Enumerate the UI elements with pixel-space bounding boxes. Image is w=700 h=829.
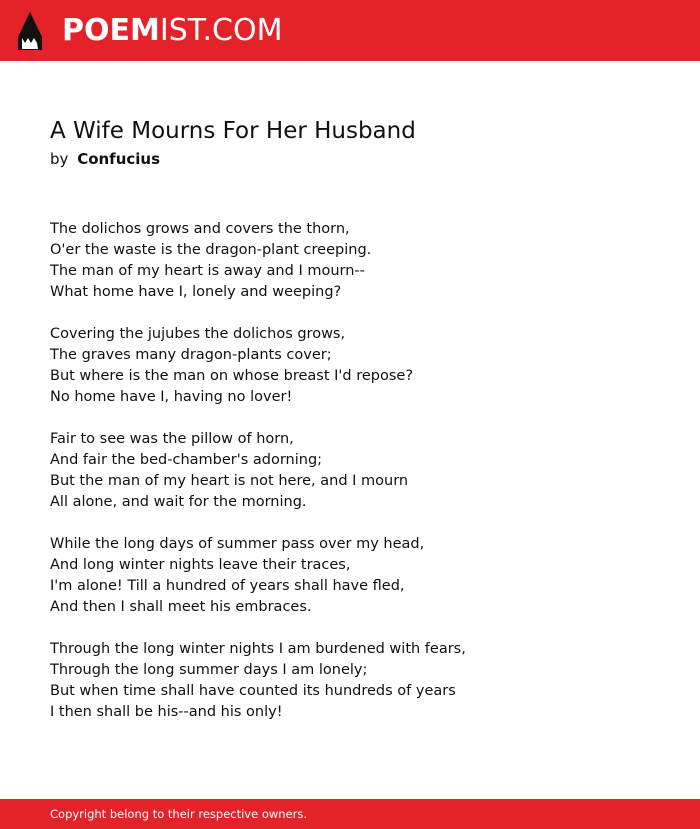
poem-line: While the long days of summer pass over my head, [50, 536, 425, 552]
poem-line: No home have I, having no lover! [50, 389, 293, 405]
logo-wordmark [62, 12, 282, 50]
pencil-icon [16, 11, 44, 51]
site-footer [0, 799, 700, 829]
poem-line: The graves many dragon-plants cover; [50, 347, 332, 363]
by-label: by [50, 150, 69, 168]
poem-body [50, 219, 670, 744]
poem-line: What home have I, lonely and weeping? [50, 284, 342, 300]
stanza [50, 639, 670, 723]
stanza [50, 324, 670, 408]
poem-line: And then I shall meet his embraces. [50, 599, 312, 615]
poem-line: Covering the jujubes the dolichos grows, [50, 326, 346, 342]
poem-line: Through the long summer days I am lonely; [50, 662, 368, 678]
poem-line: Fair to see was the pillow of horn, [50, 431, 294, 447]
poem-line: Through the long winter nights I am burdened with fears, [50, 641, 466, 657]
poem-line: But where is the man on whose breast I'd repose? [50, 368, 414, 384]
poem-line: All alone, and wait for the morning. [50, 494, 307, 510]
poem-line: But when time shall have counted its hundreds of years [50, 683, 456, 699]
poem-line: And long winter nights leave their traces, [50, 557, 351, 573]
poem-line: And fair the bed-chamber's adorning; [50, 452, 323, 468]
copyright-notice: Copyright belong to their respective owners. [50, 807, 308, 821]
poem-line: I'm alone! Till a hundred of years shall have fled, [50, 578, 405, 594]
logo-wordmark-light: IST.COM [159, 13, 283, 48]
poem-line: The dolichos grows and covers the thorn, [50, 221, 350, 237]
stanza [50, 219, 670, 303]
stanza [50, 429, 670, 513]
poem-title: A Wife Mourns For Her Husband [50, 118, 416, 144]
poem-line: The man of my heart is away and I mourn-- [50, 263, 365, 279]
stanza [50, 534, 670, 618]
poem-line: I then shall be his--and his only! [50, 704, 283, 720]
poem-line: O'er the waste is the dragon-plant creeping. [50, 242, 372, 258]
poem-line: But the man of my heart is not here, and I mourn [50, 473, 409, 489]
site-header [0, 0, 700, 61]
logo-wordmark-bold: POEM [62, 13, 160, 48]
author-name: Confucius [77, 150, 161, 168]
poem-byline [50, 148, 160, 170]
